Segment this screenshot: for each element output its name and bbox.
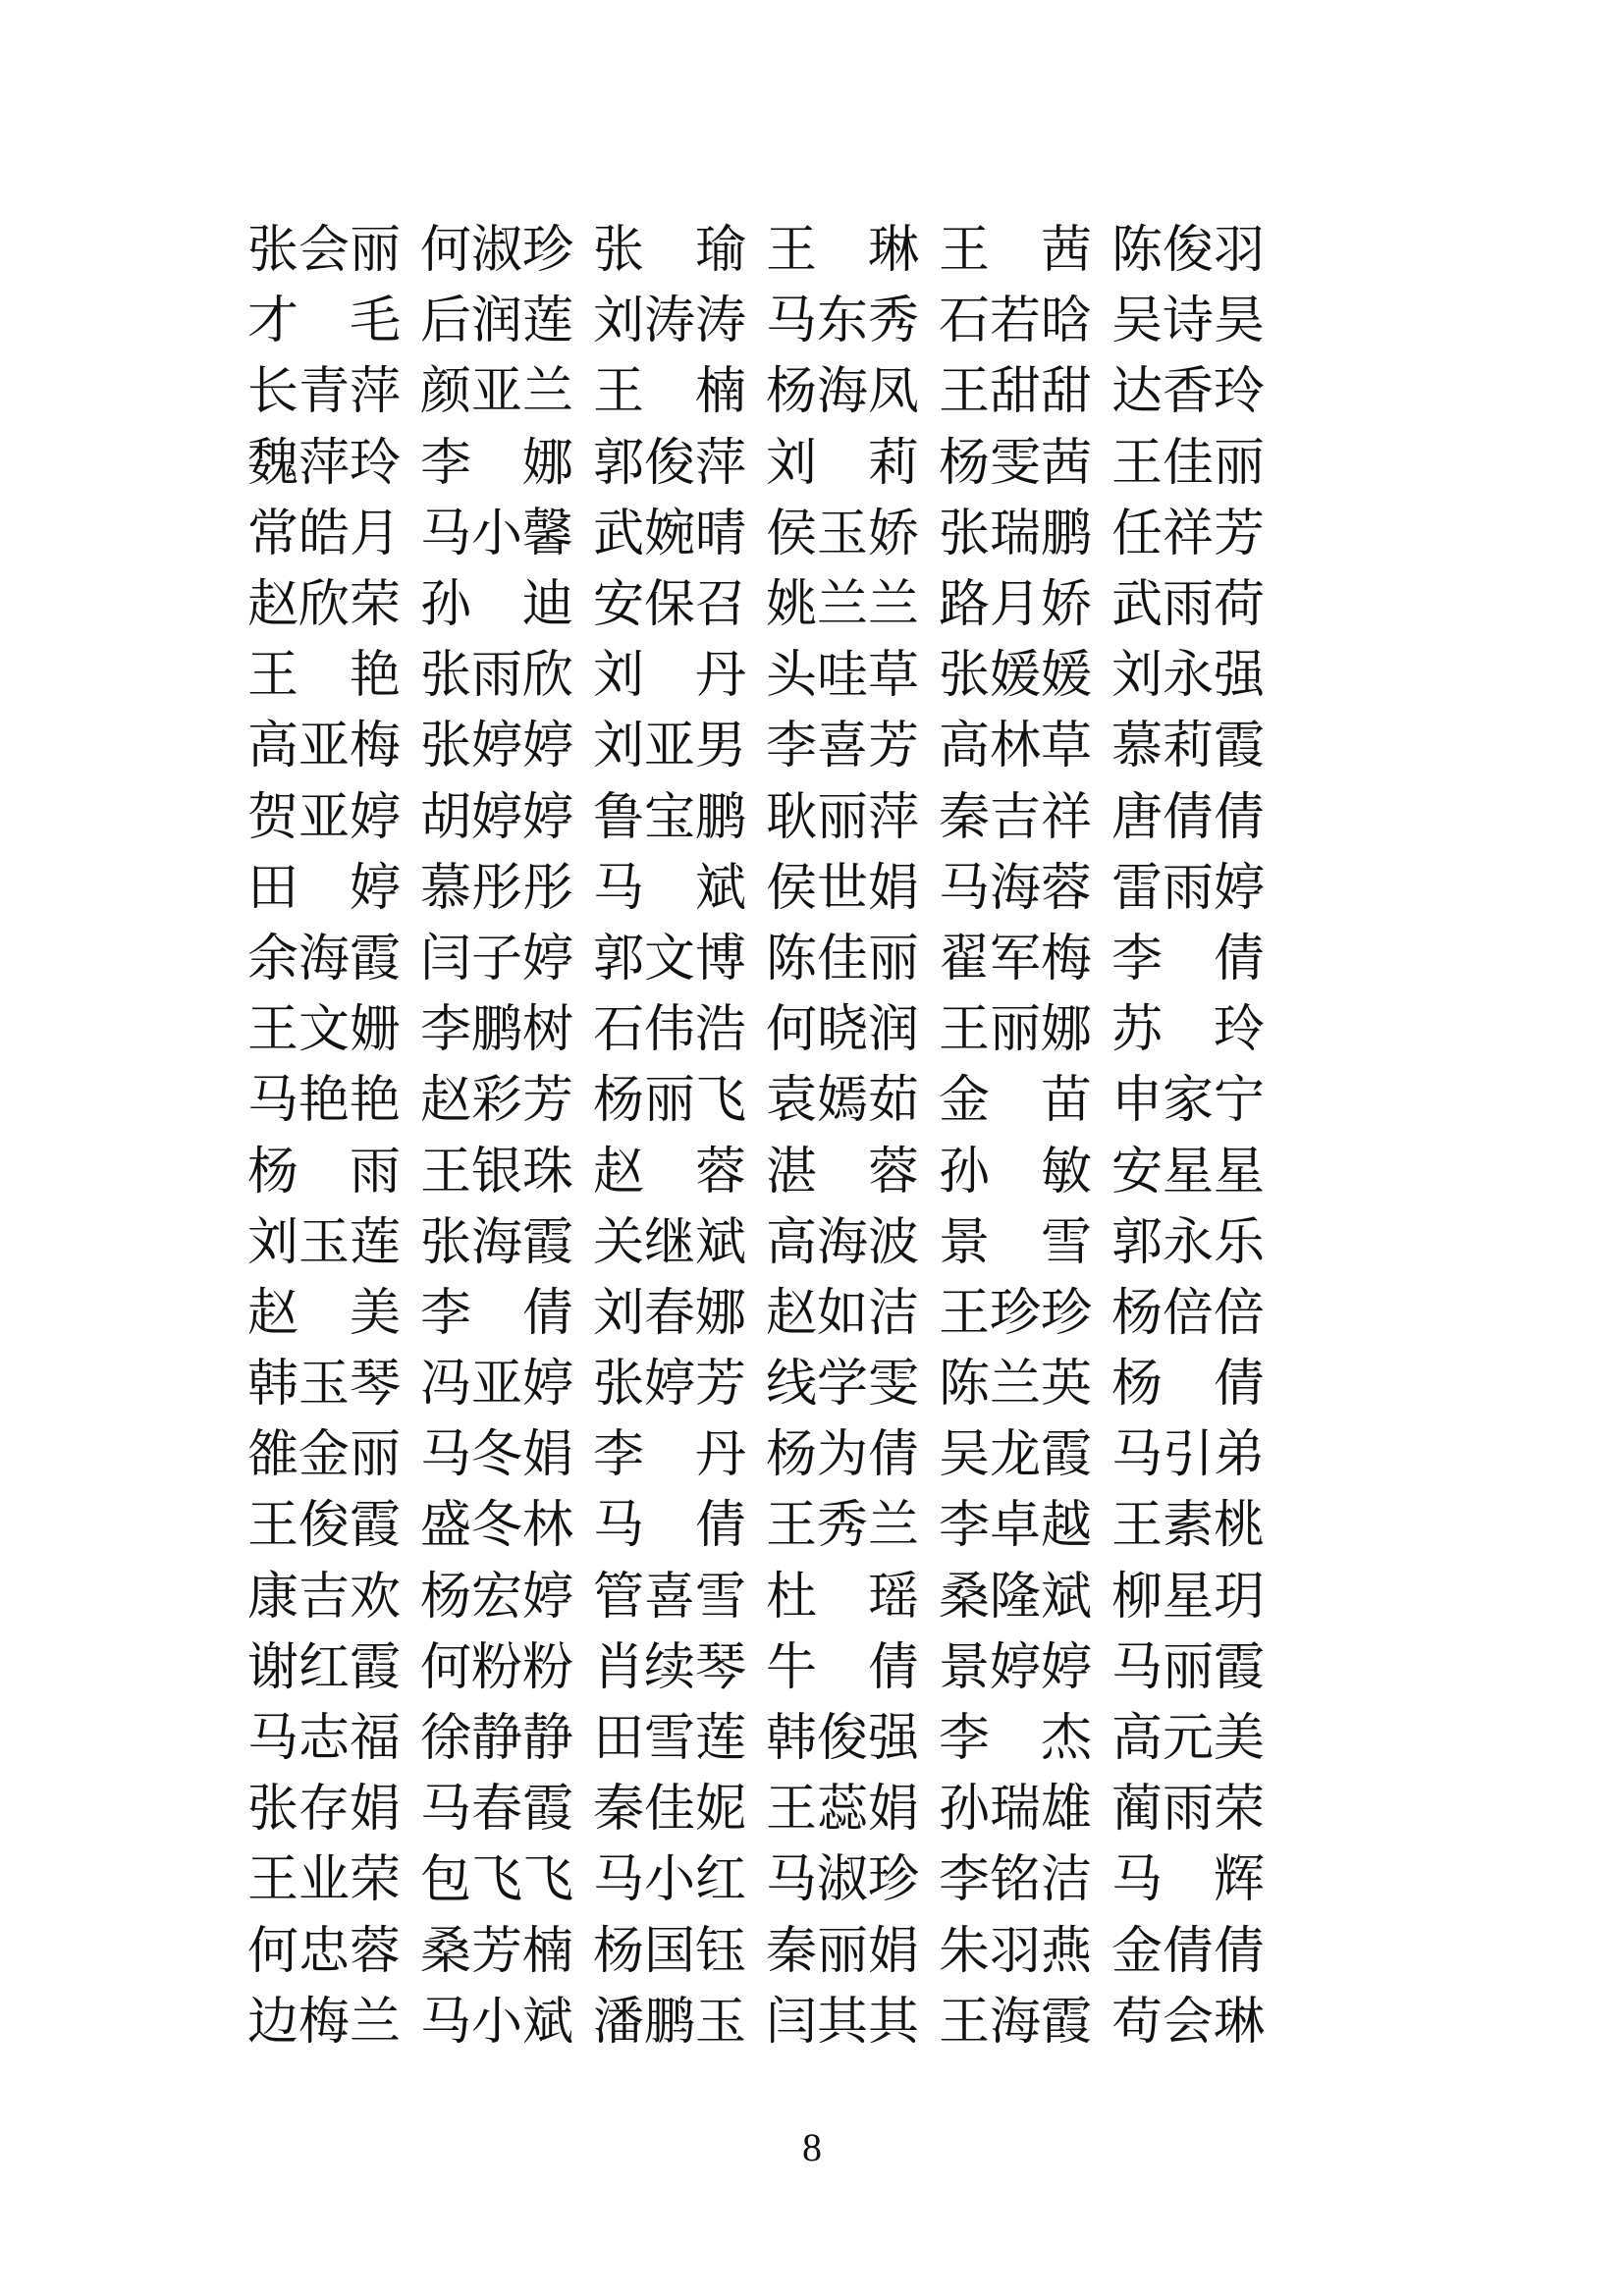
- name-cell: 杨雯茜: [939, 435, 1093, 492]
- name-cell: 王文姗: [247, 1002, 402, 1059]
- name-cell: 鲁宝鹏: [593, 789, 747, 846]
- name-cell: 马淑珍: [766, 1852, 920, 1909]
- name-cell: 马艳艳: [247, 1073, 402, 1130]
- name-cell: 张瑞鹏: [939, 506, 1093, 562]
- name-row: [247, 1988, 1284, 2058]
- name-cell: 慕彤彤: [420, 860, 574, 917]
- name-cell: 雒金丽: [247, 1427, 402, 1484]
- name-cell: 慕莉霞: [1111, 719, 1266, 775]
- name-cell: 秦丽娟: [766, 1923, 920, 1980]
- name-cell: 李喜芳: [766, 719, 920, 775]
- name-cell: 王海霞: [939, 1994, 1093, 2051]
- name-cell: 姚兰兰: [766, 577, 920, 634]
- name-row: [247, 1350, 1284, 1420]
- name-cell: 王 艳: [247, 648, 402, 705]
- name-cell: 郭文博: [593, 931, 747, 988]
- name-cell: 王 琳: [766, 223, 920, 280]
- name-cell: 王丽娜: [939, 1002, 1093, 1059]
- name-cell: 杨 雨: [247, 1144, 402, 1201]
- name-cell: 袁嫣茹: [766, 1073, 920, 1130]
- name-cell: 赵欣荣: [247, 577, 402, 634]
- name-row: [247, 287, 1284, 357]
- name-cell: 雷雨婷: [1111, 860, 1266, 917]
- name-cell: 王银珠: [420, 1144, 574, 1201]
- page-number: 8: [802, 2125, 822, 2169]
- name-cell: 边梅兰: [247, 1994, 402, 2051]
- name-cell: 张婷婷: [420, 719, 574, 775]
- name-cell: 武婉晴: [593, 506, 747, 562]
- name-cell: 杨海凤: [766, 364, 920, 421]
- name-cell: 颜亚兰: [420, 364, 574, 421]
- name-cell: 马小斌: [420, 1994, 574, 2051]
- name-cell: 任祥芳: [1111, 506, 1266, 562]
- name-row: [247, 216, 1284, 287]
- name-cell: 高元美: [1111, 1711, 1266, 1768]
- name-cell: 牛 倩: [766, 1639, 920, 1696]
- name-cell: 唐倩倩: [1111, 789, 1266, 846]
- name-cell: 侯世娟: [766, 860, 920, 917]
- name-cell: 王秀兰: [766, 1498, 920, 1555]
- name-cell: 路月娇: [939, 577, 1093, 634]
- name-cell: 景 雪: [939, 1214, 1093, 1271]
- name-cell: 马东秀: [766, 294, 920, 350]
- name-cell: 张媛媛: [939, 648, 1093, 705]
- name-cell: 后润莲: [420, 294, 574, 350]
- name-cell: 孙 迪: [420, 577, 574, 634]
- name-cell: 马 倩: [593, 1498, 747, 1555]
- name-cell: 高林草: [939, 719, 1093, 775]
- name-row: [247, 500, 1284, 570]
- name-cell: 韩玉琴: [247, 1357, 402, 1414]
- name-cell: 赵彩芳: [420, 1073, 574, 1130]
- name-cell: 冯亚婷: [420, 1357, 574, 1414]
- name-cell: 张 瑜: [593, 223, 747, 280]
- name-cell: 管喜雪: [593, 1569, 747, 1626]
- name-cell: 李铭洁: [939, 1852, 1093, 1909]
- name-cell: 李卓越: [939, 1498, 1093, 1555]
- name-cell: 刘 莉: [766, 435, 920, 492]
- name-cell: 杨倍倍: [1111, 1285, 1266, 1342]
- name-row: [247, 570, 1284, 641]
- name-grid: [247, 216, 1284, 2058]
- name-cell: 盛冬林: [420, 1498, 574, 1555]
- name-cell: 湛 蓉: [766, 1144, 920, 1201]
- name-cell: 刘春娜: [593, 1285, 747, 1342]
- name-cell: 赵 蓉: [593, 1144, 747, 1201]
- name-cell: 杨为倩: [766, 1427, 920, 1484]
- name-cell: 闫其其: [766, 1994, 920, 2051]
- name-cell: 柳星玥: [1111, 1569, 1266, 1626]
- name-cell: 关继斌: [593, 1214, 747, 1271]
- name-cell: 申家宁: [1111, 1073, 1266, 1130]
- name-row: [247, 1563, 1284, 1633]
- name-cell: 安保召: [593, 577, 747, 634]
- name-cell: 何粉粉: [420, 1639, 574, 1696]
- name-cell: 张海霞: [420, 1214, 574, 1271]
- name-cell: 赵如洁: [766, 1285, 920, 1342]
- name-cell: 杨宏婷: [420, 1569, 574, 1626]
- name-cell: 高亚梅: [247, 719, 402, 775]
- name-cell: 胡婷婷: [420, 789, 574, 846]
- name-row: [247, 1420, 1284, 1491]
- name-cell: 包飞飞: [420, 1852, 574, 1909]
- name-cell: 田雪莲: [593, 1711, 747, 1768]
- name-cell: 马 斌: [593, 860, 747, 917]
- name-cell: 余海霞: [247, 931, 402, 988]
- name-cell: 康吉欢: [247, 1569, 402, 1626]
- name-cell: 王 茜: [939, 223, 1093, 280]
- name-cell: 郭俊萍: [593, 435, 747, 492]
- name-cell: 王业荣: [247, 1852, 402, 1909]
- name-row: [247, 783, 1284, 854]
- name-cell: 头哇草: [766, 648, 920, 705]
- name-cell: 秦吉祥: [939, 789, 1093, 846]
- name-cell: 秦佳妮: [593, 1782, 747, 1839]
- name-cell: 杨 倩: [1111, 1357, 1266, 1414]
- name-cell: 石若晗: [939, 294, 1093, 350]
- name-cell: 李 丹: [593, 1427, 747, 1484]
- name-cell: 马小馨: [420, 506, 574, 562]
- name-row: [247, 995, 1284, 1066]
- name-row: [247, 429, 1284, 500]
- name-cell: 张会丽: [247, 223, 402, 280]
- name-cell: 田 婷: [247, 860, 402, 917]
- name-cell: 蔺雨荣: [1111, 1782, 1266, 1839]
- name-cell: 马小红: [593, 1852, 747, 1909]
- name-cell: 张雨欣: [420, 648, 574, 705]
- name-cell: 赵 美: [247, 1285, 402, 1342]
- name-cell: 陈兰英: [939, 1357, 1093, 1414]
- name-cell: 王珍珍: [939, 1285, 1093, 1342]
- name-cell: 孙 敏: [939, 1144, 1093, 1201]
- name-cell: 贺亚婷: [247, 789, 402, 846]
- name-row: [247, 641, 1284, 712]
- name-cell: 长青萍: [247, 364, 402, 421]
- name-row: [247, 1279, 1284, 1350]
- name-cell: 武雨荷: [1111, 577, 1266, 634]
- name-cell: 马 辉: [1111, 1852, 1266, 1909]
- name-cell: 桑芳楠: [420, 1923, 574, 1980]
- name-cell: 吴诗昊: [1111, 294, 1266, 350]
- name-cell: 王甜甜: [939, 364, 1093, 421]
- name-cell: 刘亚男: [593, 719, 747, 775]
- name-cell: 杨丽飞: [593, 1073, 747, 1130]
- name-row: [247, 1704, 1284, 1775]
- name-cell: 刘 丹: [593, 648, 747, 705]
- name-cell: 魏萍玲: [247, 435, 402, 492]
- name-cell: 李 倩: [1111, 931, 1266, 988]
- name-cell: 潘鹏玉: [593, 1994, 747, 2051]
- name-cell: 石伟浩: [593, 1002, 747, 1059]
- name-cell: 何淑珍: [420, 223, 574, 280]
- name-cell: 马海蓉: [939, 860, 1093, 917]
- name-cell: 郭永乐: [1111, 1214, 1266, 1271]
- name-cell: 马志福: [247, 1711, 402, 1768]
- name-row: [247, 712, 1284, 782]
- name-cell: 韩俊强: [766, 1711, 920, 1768]
- name-row: [247, 925, 1284, 995]
- name-row: [247, 1775, 1284, 1845]
- name-cell: 马丽霞: [1111, 1639, 1266, 1696]
- name-row: [247, 1066, 1284, 1137]
- name-cell: 王俊霞: [247, 1498, 402, 1555]
- name-cell: 常皓月: [247, 506, 402, 562]
- name-cell: 陈俊羽: [1111, 223, 1266, 280]
- name-cell: 张存娟: [247, 1782, 402, 1839]
- name-cell: 苟会琳: [1111, 1994, 1266, 2051]
- name-cell: 何忠蓉: [247, 1923, 402, 1980]
- name-row: [247, 357, 1284, 428]
- name-cell: 翟军梅: [939, 931, 1093, 988]
- name-cell: 刘永强: [1111, 648, 1266, 705]
- name-cell: 王素桃: [1111, 1498, 1266, 1555]
- name-cell: 李 倩: [420, 1285, 574, 1342]
- name-row: [247, 1491, 1284, 1562]
- name-cell: 吴龙霞: [939, 1427, 1093, 1484]
- name-cell: 桑隆斌: [939, 1569, 1093, 1626]
- name-cell: 达香玲: [1111, 364, 1266, 421]
- name-cell: 马春霞: [420, 1782, 574, 1839]
- name-cell: 李鹏树: [420, 1002, 574, 1059]
- name-cell: 线学雯: [766, 1357, 920, 1414]
- name-cell: 闫子婷: [420, 931, 574, 988]
- name-row: [247, 854, 1284, 925]
- name-cell: 孙瑞雄: [939, 1782, 1093, 1839]
- name-cell: 王佳丽: [1111, 435, 1266, 492]
- name-cell: 张婷芳: [593, 1357, 747, 1414]
- name-row: [247, 1845, 1284, 1916]
- name-cell: 杜 瑶: [766, 1569, 920, 1626]
- name-cell: 金倩倩: [1111, 1923, 1266, 1980]
- name-cell: 王蕊娟: [766, 1782, 920, 1839]
- name-cell: 苏 玲: [1111, 1002, 1266, 1059]
- name-cell: 景婷婷: [939, 1639, 1093, 1696]
- name-cell: 陈佳丽: [766, 931, 920, 988]
- name-row: [247, 1633, 1284, 1704]
- name-cell: 高海波: [766, 1214, 920, 1271]
- name-cell: 李 杰: [939, 1711, 1093, 1768]
- name-cell: 肖续琴: [593, 1639, 747, 1696]
- name-cell: 马引弟: [1111, 1427, 1266, 1484]
- name-cell: 耿丽萍: [766, 789, 920, 846]
- name-cell: 李 娜: [420, 435, 574, 492]
- name-cell: 刘玉莲: [247, 1214, 402, 1271]
- name-cell: 才 毛: [247, 294, 402, 350]
- name-cell: 金 苗: [939, 1073, 1093, 1130]
- name-cell: 安星星: [1111, 1144, 1266, 1201]
- name-row: [247, 1208, 1284, 1279]
- name-cell: 何晓润: [766, 1002, 920, 1059]
- name-cell: 杨国钰: [593, 1923, 747, 1980]
- name-cell: 谢红霞: [247, 1639, 402, 1696]
- name-row: [247, 1137, 1284, 1207]
- name-row: [247, 1917, 1284, 1988]
- name-cell: 刘涛涛: [593, 294, 747, 350]
- name-cell: 朱羽燕: [939, 1923, 1093, 1980]
- name-cell: 侯玉娇: [766, 506, 920, 562]
- name-cell: 徐静静: [420, 1711, 574, 1768]
- name-cell: 马冬娟: [420, 1427, 574, 1484]
- name-cell: 王 楠: [593, 364, 747, 421]
